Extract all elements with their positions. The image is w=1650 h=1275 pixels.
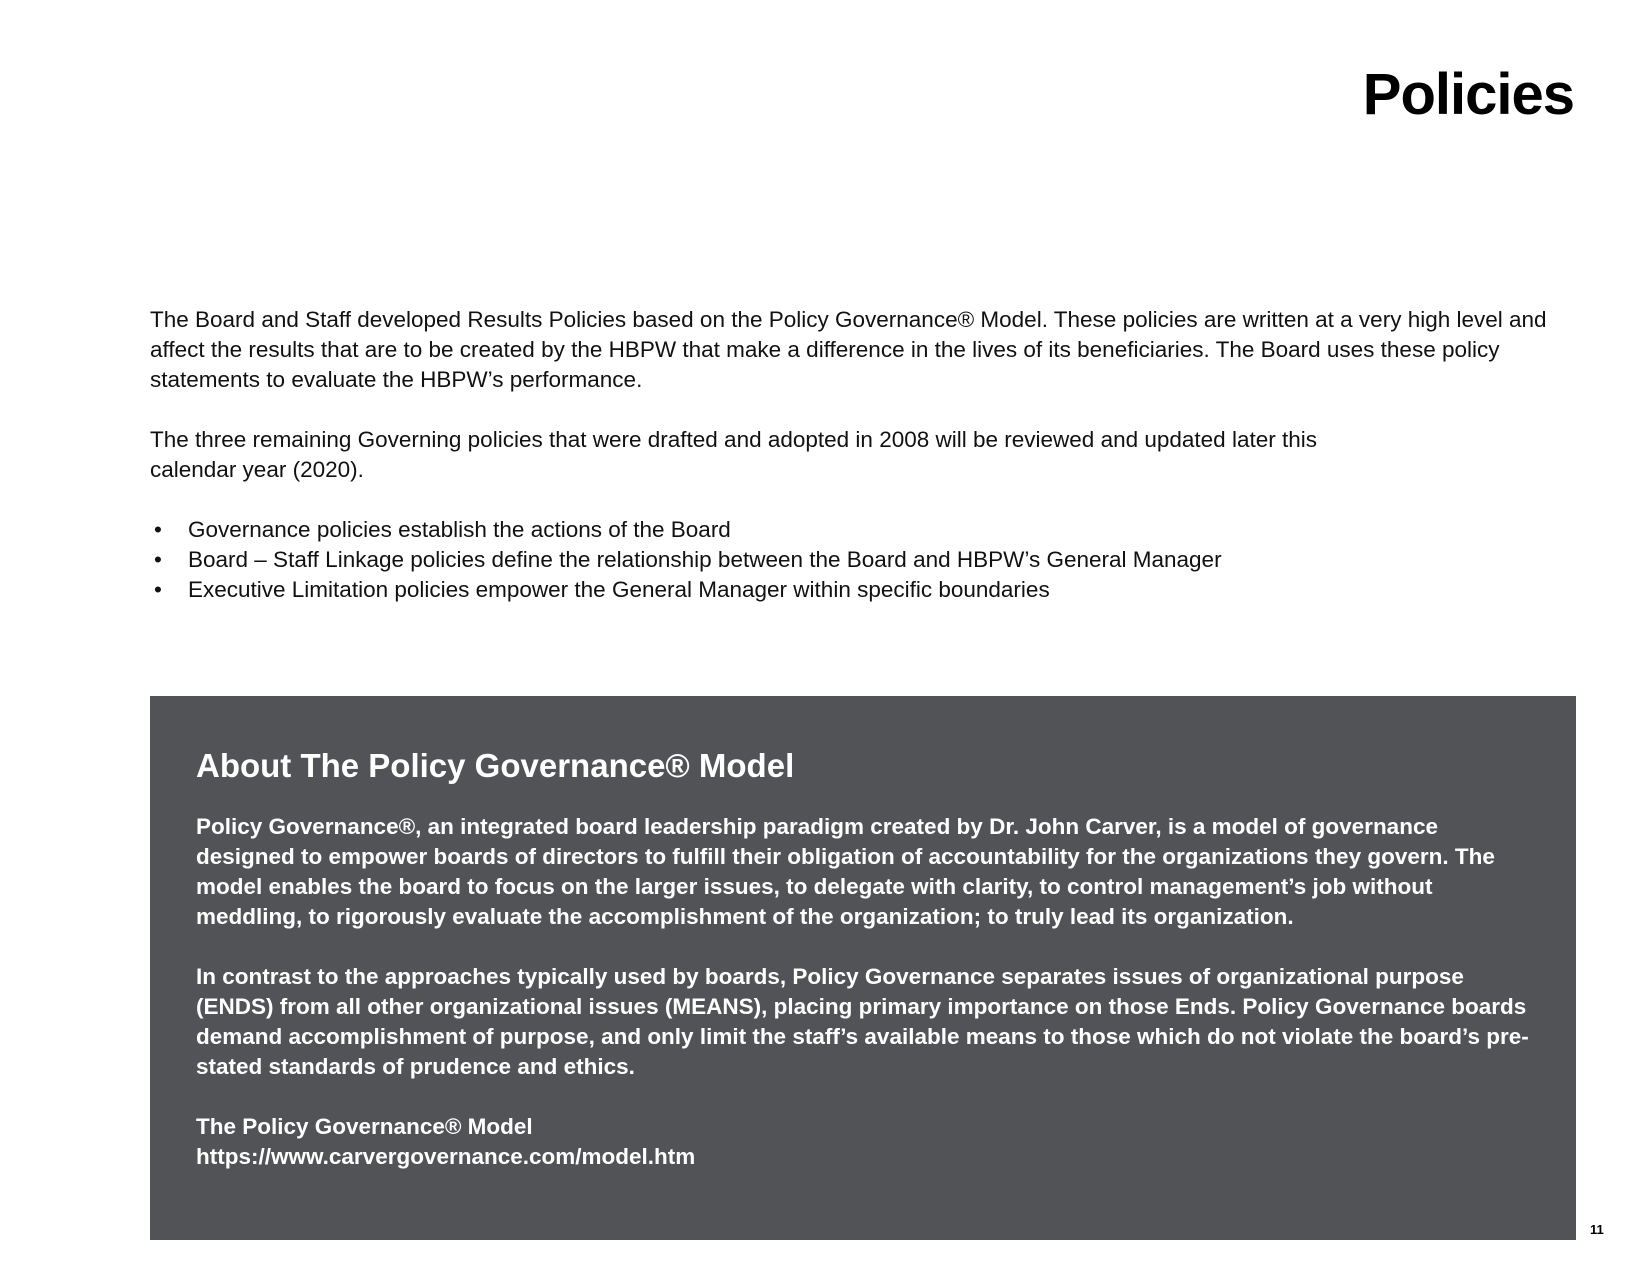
list-item-text: Governance policies establish the actions of the Board (188, 517, 731, 542)
intro-paragraph-results-policies: The Board and Staff developed Results Policies based on the Policy Governance® Model. These policies are written at a very high level and affect the results that are to be created by the HBPW that make a difference in the lives of its beneficiaries. The Board uses these policy statements to evaluate the HBPW’s performance. (150, 307, 1547, 392)
list-item (150, 575, 1580, 605)
bullet-icon: • (154, 547, 162, 572)
page-number: 11 (1590, 1222, 1604, 1237)
reference-url: https://www.carvergovernance.com/model.htm (196, 1144, 696, 1169)
bullet-icon: • (154, 517, 162, 542)
reference-block (196, 1112, 1532, 1172)
list-item-text: Executive Limitation policies empower the General Manager within specific boundaries (188, 577, 1050, 602)
intro-paragraph-governing-policies: The three remaining Governing policies that were drafted and adopted in 2008 will be reviewed and updated later this calendar year (2020). (150, 427, 1317, 482)
policy-types-list (150, 515, 1580, 605)
reference-title: The Policy Governance® Model (196, 1114, 533, 1139)
about-title: About The Policy Governance® Model (196, 747, 795, 784)
list-item-text: Board – Staff Linkage policies define the relationship between the Board and HBPW’s General Manager (188, 547, 1222, 572)
page-title: Policies (1362, 62, 1574, 127)
list-item (150, 515, 1580, 545)
bullet-icon: • (154, 577, 162, 602)
list-item (150, 545, 1580, 575)
about-paragraph-definition: Policy Governance®, an integrated board leadership paradigm created by Dr. John Carver, is a model of governance designed to empower boards of directors to fulfill their obligation of accountability for the organizations they govern. The model enables the board to focus on the larger issues, to delegate with clarity, to control management’s job without meddling, to rigorously evaluate the accomplishment of the organization; to truly lead its organization. (196, 814, 1495, 929)
about-policy-governance-box (150, 696, 1576, 1240)
about-paragraph-ends-means: In contrast to the approaches typically used by boards, Policy Governance separates issues of organizational purpose (ENDS) from all other organizational issues (MEANS), placing primary importance on those Ends. Policy Governance boards demand accomplishment of purpose, and only limit the staff’s available means to those which do not violate the board’s pre-stated standards of prudence and ethics. (196, 964, 1529, 1079)
intro-section (150, 305, 1580, 605)
